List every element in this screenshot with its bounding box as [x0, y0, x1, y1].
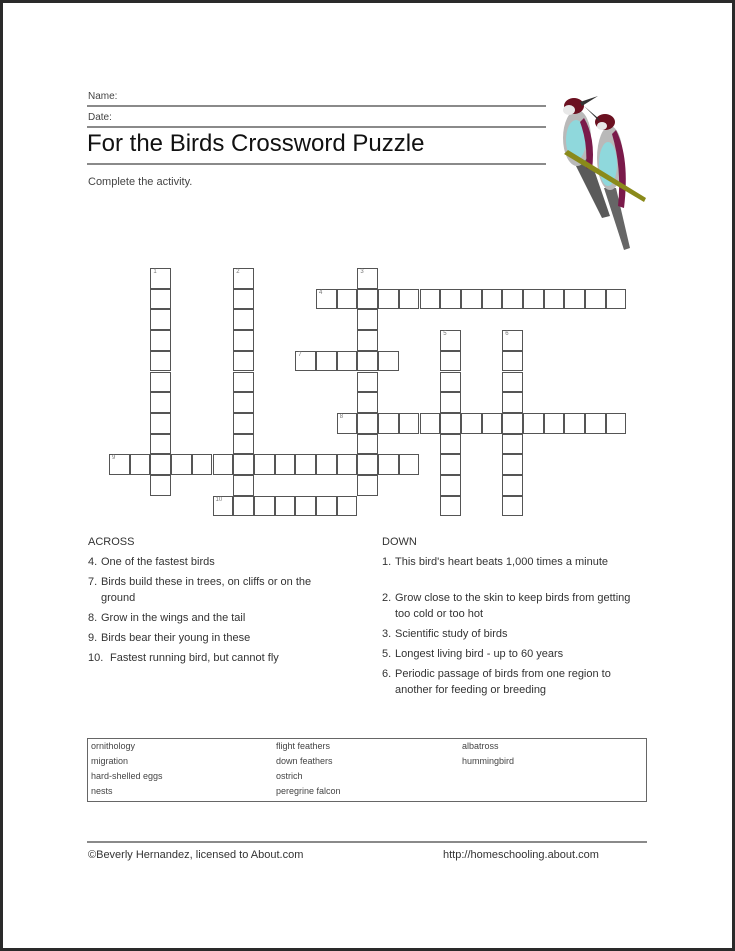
crossword-cell[interactable]: [399, 289, 420, 310]
crossword-cell[interactable]: [357, 309, 378, 330]
crossword-cell[interactable]: [440, 330, 461, 351]
clue-item: [88, 554, 338, 570]
word-bank-item: migration: [91, 756, 129, 766]
crossword-cell[interactable]: [606, 289, 627, 310]
crossword-cell[interactable]: [564, 289, 585, 310]
crossword-cell[interactable]: [337, 351, 358, 372]
crossword-cell[interactable]: [150, 392, 171, 413]
crossword-cell[interactable]: [316, 351, 337, 372]
crossword-cell[interactable]: [233, 372, 254, 393]
clue-text: Grow close to the skin to keep birds from getting too cold or too hot: [395, 592, 631, 620]
clue-item: [88, 574, 338, 606]
crossword-cell[interactable]: [378, 289, 399, 310]
crossword-cell[interactable]: [502, 475, 523, 496]
crossword-cell[interactable]: [606, 413, 627, 434]
crossword-cell[interactable]: [233, 309, 254, 330]
word-bank-item: nests: [91, 786, 113, 796]
crossword-cell[interactable]: [440, 392, 461, 413]
clue-text: Periodic passage of birds from one region to another for feeding or breeding: [395, 668, 611, 696]
crossword-cell[interactable]: [399, 454, 420, 475]
crossword-cell[interactable]: [295, 351, 316, 372]
crossword-cell[interactable]: [440, 475, 461, 496]
clue-item: [88, 650, 338, 666]
clue-text: Birds bear their young in these: [101, 632, 251, 644]
word-bank-item: hummingbird: [462, 756, 515, 766]
crossword-cell[interactable]: [254, 454, 275, 475]
across-heading: ACROSS: [88, 536, 135, 548]
clue-text: One of the fastest birds: [101, 556, 215, 568]
crossword-cell[interactable]: [233, 392, 254, 413]
crossword-cell[interactable]: [275, 496, 296, 517]
word-bank-item: albatross: [462, 741, 499, 751]
clue-number: 3: [360, 269, 364, 275]
crossword-cell[interactable]: [213, 496, 234, 517]
date-label: Date:: [88, 112, 112, 123]
crossword-cell[interactable]: [461, 413, 482, 434]
crossword-cell[interactable]: [564, 413, 585, 434]
crossword-cell[interactable]: [502, 392, 523, 413]
crossword-cell[interactable]: [150, 454, 171, 475]
crossword-cell[interactable]: [378, 351, 399, 372]
crossword-cell[interactable]: [316, 496, 337, 517]
instructions-text: Complete the activity.: [88, 176, 193, 188]
crossword-cell[interactable]: [502, 413, 523, 434]
crossword-cell[interactable]: [295, 454, 316, 475]
crossword-cell[interactable]: [502, 454, 523, 475]
crossword-cell[interactable]: [399, 413, 420, 434]
clue-text: Grow in the wings and the tail: [101, 612, 246, 624]
clue-number: 1.: [382, 556, 392, 568]
word-bank-item: ostrich: [276, 771, 303, 781]
clue-number: 10: [215, 496, 223, 503]
name-line: [87, 105, 546, 107]
footer-rule: [87, 841, 647, 843]
crossword-cell[interactable]: [150, 372, 171, 393]
crossword-cell[interactable]: [357, 392, 378, 413]
copyright-text: ©Beverly Hernandez, licensed to About.com: [88, 849, 304, 861]
crossword-cell[interactable]: [420, 289, 441, 310]
crossword-cell[interactable]: [233, 330, 254, 351]
crossword-cell[interactable]: [233, 434, 254, 455]
clue-number: 9.: [88, 632, 98, 644]
name-label: Name:: [88, 91, 118, 102]
crossword-cell[interactable]: [150, 434, 171, 455]
crossword-cell[interactable]: [213, 454, 234, 475]
page-title: For the Birds Crossword Puzzle: [87, 130, 425, 157]
crossword-cell[interactable]: [337, 289, 358, 310]
clue-number: 2: [236, 269, 240, 275]
crossword-cell[interactable]: [295, 496, 316, 517]
clue-text: Scientific study of birds: [395, 628, 508, 640]
clue-item: [382, 626, 642, 642]
clue-number: 8: [339, 413, 344, 420]
crossword-cell[interactable]: [461, 289, 482, 310]
crossword-cell[interactable]: [378, 413, 399, 434]
source-url-link[interactable]: http://homeschooling.about.com: [443, 849, 599, 861]
clue-number: 1: [153, 269, 157, 275]
crossword-cell[interactable]: [150, 330, 171, 351]
hummingbirds-on-branch-icon: [550, 88, 650, 258]
clue-number: 3.: [382, 628, 392, 640]
crossword-cell[interactable]: [502, 496, 523, 517]
crossword-cell[interactable]: [585, 289, 606, 310]
crossword-cell[interactable]: [233, 454, 254, 475]
clue-item: [382, 646, 642, 662]
clue-number: 10.: [88, 652, 104, 664]
clue-text: Longest living bird - up to 60 years: [395, 648, 564, 660]
crossword-cell[interactable]: [150, 289, 171, 310]
crossword-cell[interactable]: [357, 413, 378, 434]
clue-text: Fastest running bird, but cannot fly: [110, 652, 279, 664]
crossword-cell[interactable]: [192, 454, 213, 475]
crossword-cell[interactable]: [233, 351, 254, 372]
clue-text: This bird's heart beats 1,000 times a minute: [395, 556, 609, 568]
crossword-cell[interactable]: [357, 372, 378, 393]
clue-item: [382, 666, 642, 698]
crossword-cell[interactable]: [420, 413, 441, 434]
clue-number: 8.: [88, 612, 98, 624]
crossword-cell[interactable]: [233, 475, 254, 496]
clue-item: [382, 590, 642, 622]
crossword-cell[interactable]: [275, 454, 296, 475]
crossword-cell[interactable]: [150, 475, 171, 496]
crossword-cell[interactable]: [316, 289, 337, 310]
crossword-cell[interactable]: [482, 289, 503, 310]
crossword-cell[interactable]: [523, 413, 544, 434]
crossword-cell[interactable]: [130, 454, 151, 475]
crossword-cell[interactable]: [109, 454, 130, 475]
word-bank: [87, 738, 647, 802]
word-bank-item: down feathers: [276, 756, 333, 766]
down-heading: DOWN: [382, 536, 417, 548]
clue-number: 4.: [88, 556, 98, 568]
crossword-cell[interactable]: [150, 413, 171, 434]
word-bank-item: hard-shelled eggs: [91, 771, 163, 781]
crossword-cell[interactable]: [357, 475, 378, 496]
clue-number: 5: [443, 331, 447, 338]
clue-item: [88, 610, 338, 626]
crossword-cell[interactable]: [150, 268, 171, 289]
crossword-cell[interactable]: [233, 268, 254, 289]
hummingbirds-illustration: [550, 88, 650, 258]
date-line: [87, 126, 546, 128]
crossword-cell[interactable]: [585, 413, 606, 434]
crossword-cell[interactable]: [171, 454, 192, 475]
title-underline: [87, 163, 546, 165]
clue-number: 6: [505, 331, 509, 338]
crossword-cell[interactable]: [502, 289, 523, 310]
crossword-cell[interactable]: [357, 330, 378, 351]
clue-item: [88, 630, 338, 646]
crossword-cell[interactable]: [233, 413, 254, 434]
word-bank-item: ornithology: [91, 741, 136, 751]
clue-number: 5.: [382, 648, 392, 660]
clue-item: [382, 554, 642, 570]
crossword-cell[interactable]: [502, 372, 523, 393]
crossword-cell[interactable]: [233, 289, 254, 310]
clue-number: 4: [319, 289, 323, 296]
crossword-cell[interactable]: [440, 496, 461, 517]
crossword-cell[interactable]: [544, 289, 565, 310]
crossword-cell[interactable]: [502, 351, 523, 372]
crossword-cell[interactable]: [544, 413, 565, 434]
crossword-cell[interactable]: [337, 496, 358, 517]
crossword-cell[interactable]: [357, 351, 378, 372]
crossword-cell[interactable]: [337, 454, 358, 475]
crossword-cell[interactable]: [440, 454, 461, 475]
crossword-cell[interactable]: [254, 496, 275, 517]
crossword-cell[interactable]: [150, 309, 171, 330]
clue-number: 7.: [88, 576, 98, 588]
crossword-cell[interactable]: [482, 413, 503, 434]
word-bank-item: peregrine falcon: [276, 786, 341, 796]
word-bank-item: flight feathers: [276, 741, 331, 751]
crossword-cell[interactable]: [357, 434, 378, 455]
crossword-cell[interactable]: [440, 351, 461, 372]
crossword-cell[interactable]: [357, 268, 378, 289]
crossword-cell[interactable]: [357, 289, 378, 310]
crossword-cell[interactable]: [440, 289, 461, 310]
clue-number: 6.: [382, 668, 392, 680]
crossword-cell[interactable]: [378, 454, 399, 475]
crossword-cell[interactable]: [440, 372, 461, 393]
clue-number: 2.: [382, 592, 392, 604]
crossword-cell[interactable]: [502, 434, 523, 455]
crossword-cell[interactable]: [316, 454, 337, 475]
clue-text: Birds build these in trees, on cliffs or on the ground: [101, 576, 312, 604]
crossword-cell[interactable]: [233, 496, 254, 517]
crossword-cell[interactable]: [337, 413, 358, 434]
clue-number: 9: [112, 455, 116, 462]
crossword-cell[interactable]: [502, 330, 523, 351]
crossword-cell[interactable]: [440, 434, 461, 455]
crossword-cell[interactable]: [440, 413, 461, 434]
crossword-cell[interactable]: [523, 289, 544, 310]
clue-number: 7: [298, 351, 302, 358]
crossword-cell[interactable]: [150, 351, 171, 372]
crossword-cell[interactable]: [357, 454, 378, 475]
